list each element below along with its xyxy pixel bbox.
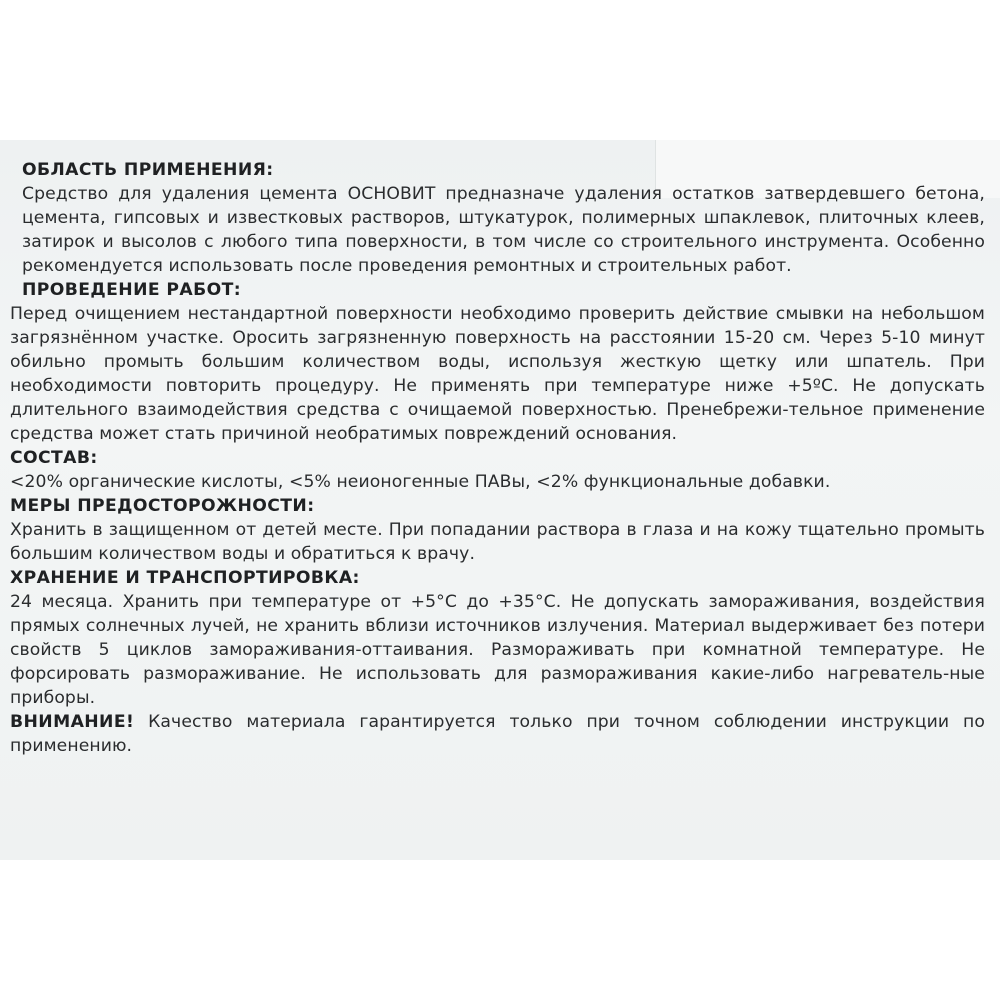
label-text (10, 158, 985, 758)
scope-heading: ОБЛАСТЬ ПРИМЕНЕНИЯ: (22, 160, 274, 180)
storage-heading: ХРАНЕНИЕ И ТРАНСПОРТИРОВКА: (10, 568, 360, 588)
composition-text: <20% органические кислоты, <5% неионогенные ПАВы, <2% функциональные добавки. (10, 472, 831, 492)
warning-paragraph (10, 710, 985, 758)
warning-label: ВНИМАНИЕ! (10, 712, 135, 732)
work-text: Перед очищением нестандартной поверхности необходимо проверить действие смывки на небольшом загрязнённом участке. Оросить загрязненную поверхность на расстоянии 15-20 см. Через 5-10 минут обильно промыть большим количеством воды, используя жесткую щетку или шпатель. При необходимости повторить процедуру. Не применять при температуре ниже +5ºС. Не допускать длительного взаимодействия средства с очищаемой поверхностью. Пренебрежи-тельное применение средства может стать причиной необратимых повреждений основания. (10, 304, 985, 444)
scope-text: Средство для удаления цемента ОСНОВИТ предназначе удаления остатков затвердевшего бетона, цемента, гипсовых и известковых растворов, штукатурок, полимерных шпаклевок, плиточных клеев, затирок и высолов с любого типа поверхности, в том числе со строительного инструмента. Особенно рекомендуется использовать после проведения ремонтных и строительных работ. (22, 184, 985, 276)
work-heading: ПРОВЕДЕНИЕ РАБОТ: (22, 280, 241, 300)
composition-heading: СОСТАВ: (10, 448, 98, 468)
product-label (0, 140, 1000, 860)
precautions-text: Хранить в защищенном от детей месте. При попадании раствора в глаза и на кожу тщательно промыть большим количеством воды и обратиться к врачу. (10, 520, 985, 564)
warning-text: Качество материала гарантируется только при точном соблюдении инструкции по применению. (10, 712, 985, 756)
precautions-heading: МЕРЫ ПРЕДОСТОРОЖНОСТИ: (10, 496, 315, 516)
storage-text: 24 месяца. Хранить при температуре от +5°С до +35°С. Не допускать замораживания, воздействия прямых солнечных лучей, не хранить вблизи источников излучения. Материал выдерживает без потери свойств 5 циклов замораживания-оттаивания. Размораживать при комнатной температуре. Не форсировать размораживание. Не использовать для размораживания какие-либо нагреватель-ные приборы. (10, 592, 985, 708)
